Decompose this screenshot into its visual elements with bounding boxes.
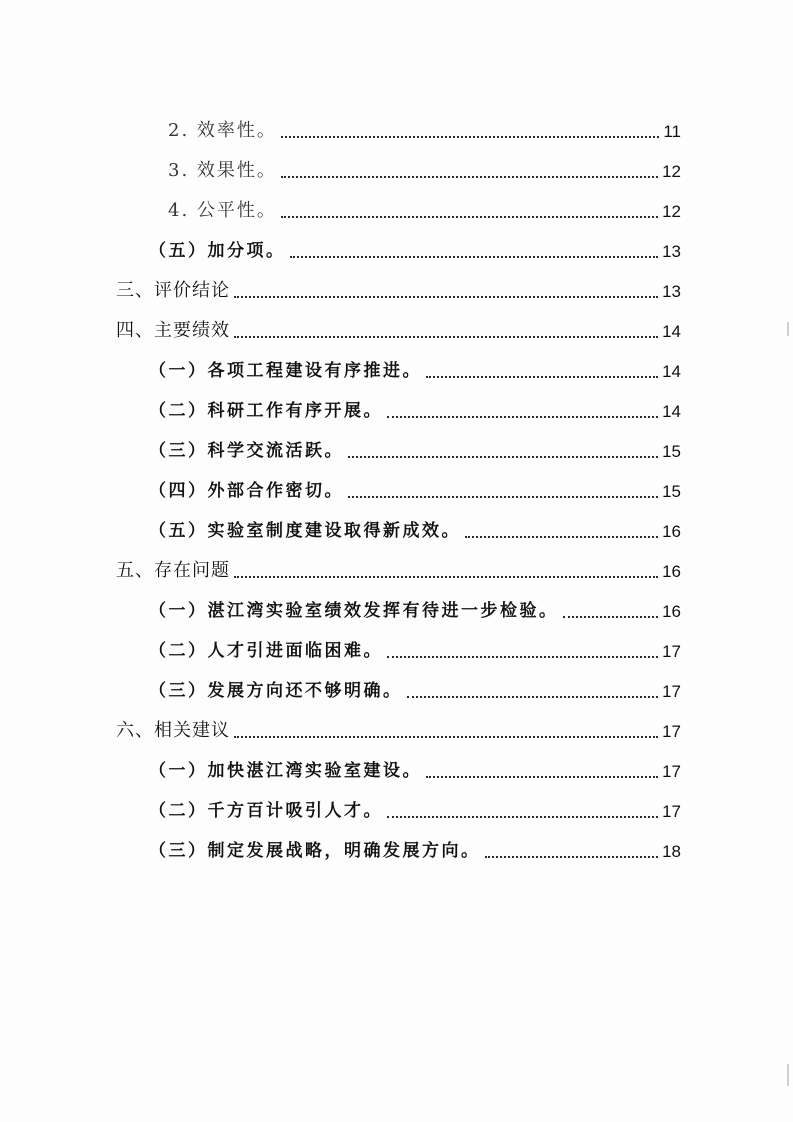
toc-entry-title: （二）科研工作有序开展。	[149, 401, 383, 421]
toc-page-number: 18	[662, 842, 681, 861]
toc-entry-title: （三）科学交流活跃。	[149, 441, 344, 461]
toc-entry[interactable]	[0, 786, 793, 826]
toc-entry[interactable]	[0, 386, 793, 426]
dot-leader	[281, 216, 658, 218]
toc-entry[interactable]	[0, 106, 793, 146]
toc-entry-title: 四、主要绩效	[116, 320, 230, 341]
dot-leader	[348, 496, 658, 498]
toc-entry[interactable]	[0, 706, 793, 746]
toc-entry-title: （四）外部合作密切。	[149, 481, 344, 501]
toc-entry-title: 3. 效果性。	[168, 160, 277, 181]
dot-leader	[387, 816, 658, 818]
dot-leader	[234, 736, 658, 738]
toc-entry[interactable]	[0, 306, 793, 346]
dot-leader	[290, 256, 659, 258]
toc-page-number: 17	[662, 762, 681, 781]
dot-leader	[234, 576, 658, 578]
scan-margin-mark	[787, 1064, 789, 1086]
toc-page-number: 17	[662, 802, 681, 821]
toc-entry[interactable]	[0, 506, 793, 546]
toc-entry-title: （一）湛江湾实验室绩效发挥有待进一步检验。	[149, 601, 559, 621]
toc-page-number: 12	[662, 162, 681, 181]
dot-leader	[407, 696, 659, 698]
toc-entry-title: （二）人才引进面临困难。	[149, 641, 383, 661]
toc-entry-title: 五、存在问题	[116, 560, 230, 581]
toc-page-number: 11	[663, 122, 681, 141]
dot-leader	[387, 656, 658, 658]
toc-page-number: 16	[662, 602, 681, 621]
toc-page-number: 13	[662, 282, 681, 301]
toc-entry[interactable]	[0, 626, 793, 666]
toc-entry[interactable]	[0, 146, 793, 186]
toc-entry[interactable]	[0, 586, 793, 626]
toc-entry[interactable]	[0, 346, 793, 386]
toc-entry-title: 2. 效率性。	[168, 120, 277, 141]
toc-page-number: 16	[662, 522, 681, 541]
dot-leader	[426, 776, 658, 778]
toc-entry[interactable]	[0, 546, 793, 586]
toc-page-number: 17	[662, 722, 681, 741]
toc-entry-title: （一）各项工程建设有序推进。	[149, 361, 422, 381]
dot-leader	[234, 296, 658, 298]
toc-page-number: 14	[662, 402, 681, 421]
dot-leader	[281, 136, 659, 138]
toc-entry-title: 4. 公平性。	[168, 200, 277, 221]
toc-entry-title: （五）实验室制度建设取得新成效。	[149, 521, 461, 541]
dot-leader	[234, 336, 658, 338]
toc-page-number: 14	[662, 362, 681, 381]
toc-entry-title: （一）加快湛江湾实验室建设。	[149, 761, 422, 781]
toc-page-number: 17	[662, 682, 681, 701]
toc-entry-title: （三）制定发展战略，明确发展方向。	[149, 841, 481, 861]
toc-entry[interactable]	[0, 746, 793, 786]
dot-leader	[348, 456, 658, 458]
toc-page-number: 15	[662, 482, 681, 501]
toc-entry[interactable]	[0, 266, 793, 306]
toc-entry[interactable]	[0, 186, 793, 226]
toc-page-number: 16	[662, 562, 681, 581]
toc-page-number: 12	[662, 202, 681, 221]
toc-page-number: 17	[662, 642, 681, 661]
toc-entry[interactable]	[0, 226, 793, 266]
toc-entry[interactable]	[0, 426, 793, 466]
toc-entry-title: （三）发展方向还不够明确。	[149, 681, 403, 701]
table-of-contents	[0, 106, 793, 866]
toc-entry-title: （二）千方百计吸引人才。	[149, 801, 383, 821]
dot-leader	[465, 536, 658, 538]
dot-leader	[563, 616, 659, 618]
toc-page-number: 14	[662, 322, 681, 341]
toc-page-number: 13	[662, 242, 681, 261]
toc-entry-title: 三、评价结论	[116, 280, 230, 301]
toc-entry-title: 六、相关建议	[116, 720, 230, 741]
dot-leader	[426, 376, 658, 378]
toc-entry[interactable]	[0, 466, 793, 506]
dot-leader	[387, 416, 658, 418]
toc-entry[interactable]	[0, 666, 793, 706]
dot-leader	[281, 176, 658, 178]
dot-leader	[485, 856, 659, 858]
scan-margin-mark	[787, 322, 789, 336]
toc-entry-title: （五）加分项。	[149, 241, 286, 261]
toc-entry[interactable]	[0, 826, 793, 866]
toc-page-number: 15	[662, 442, 681, 461]
